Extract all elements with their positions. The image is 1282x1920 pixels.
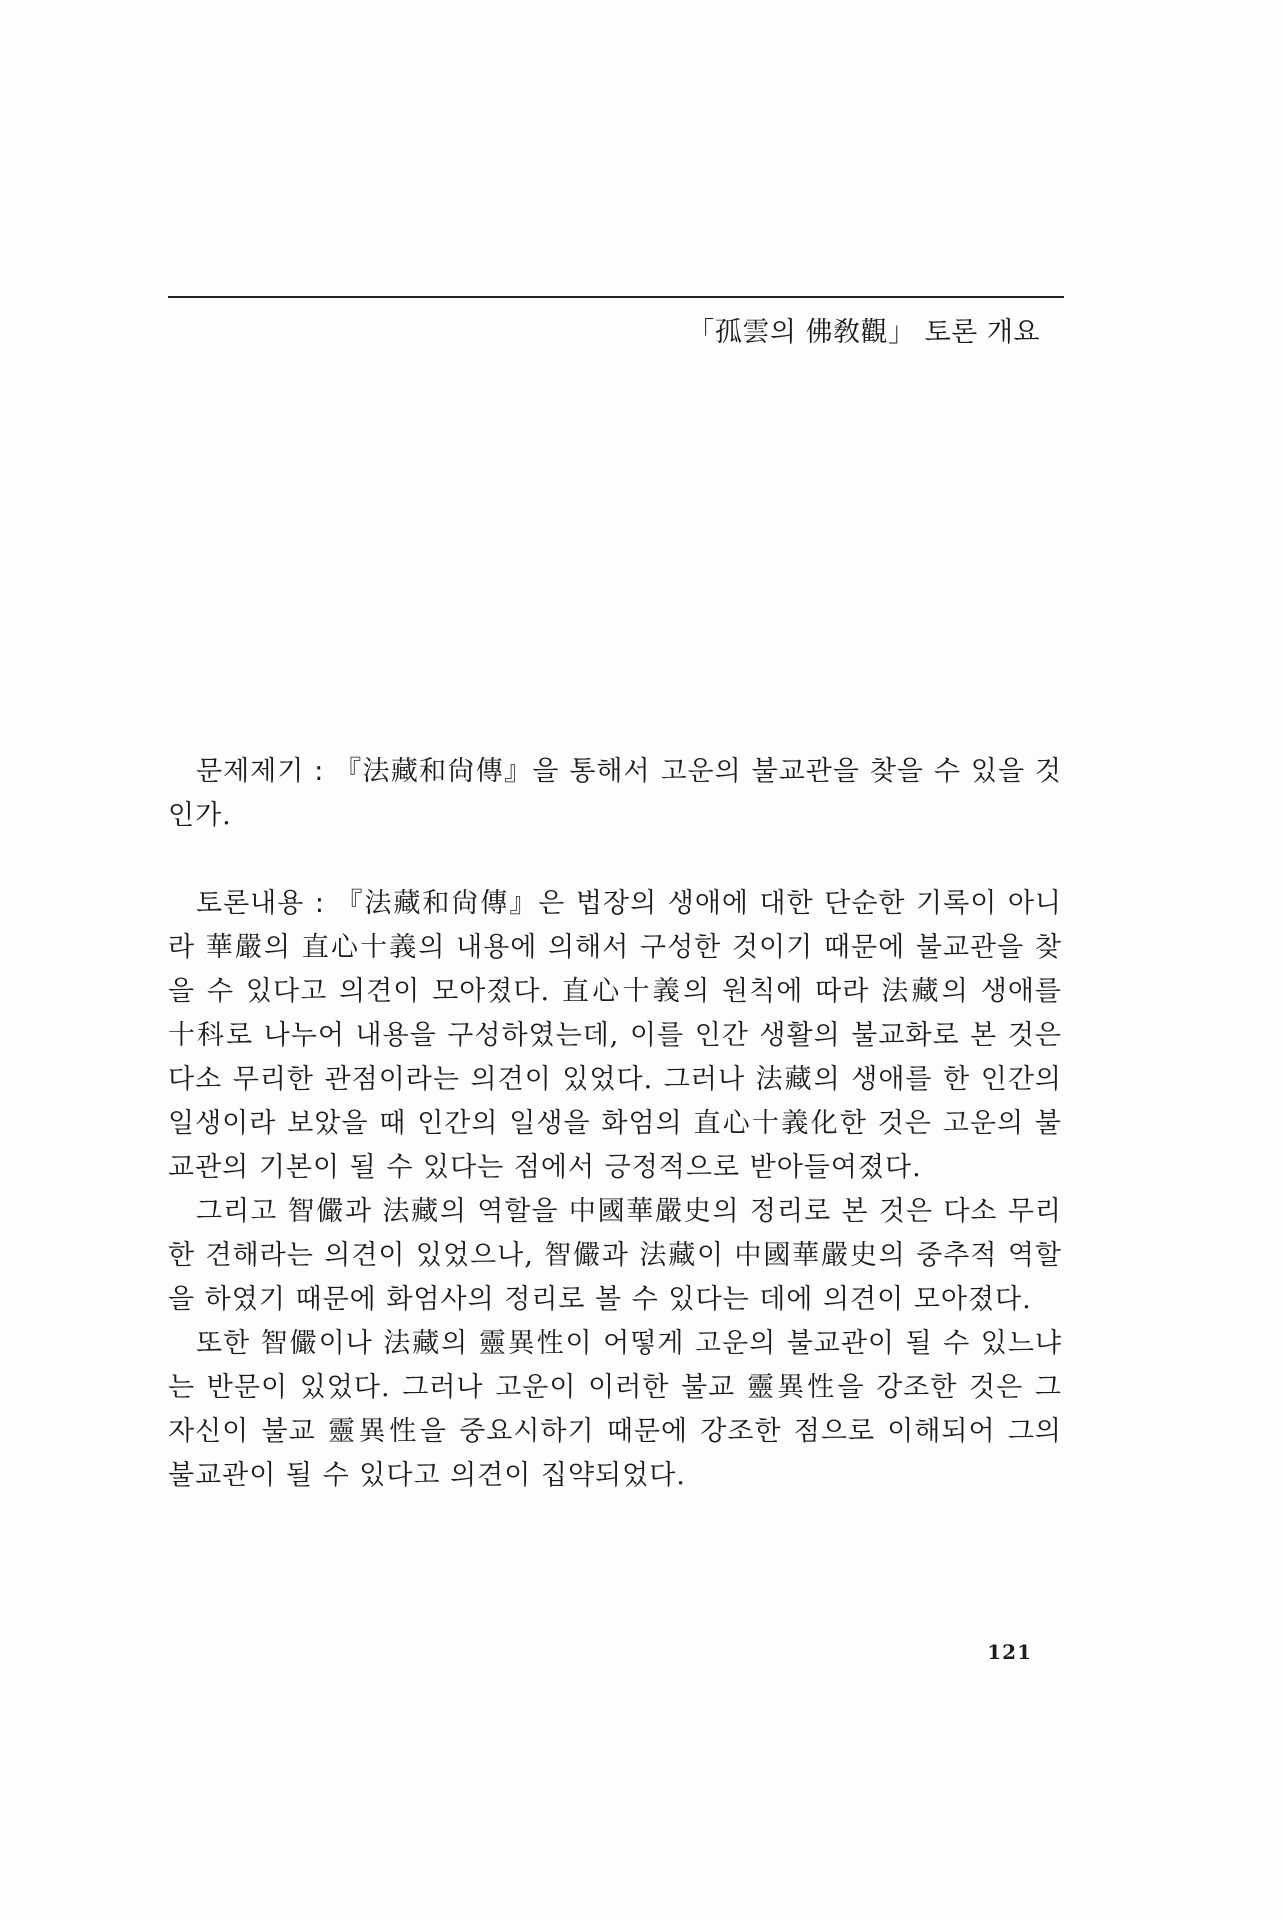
page-number: 121 xyxy=(987,1640,1032,1664)
problem-text: 『法藏和尙傳』을 통해서 고운의 불교관을 찾을 수 있을 것인가. xyxy=(168,756,1062,831)
discussion-label: 토론내용 : xyxy=(196,888,336,919)
paragraph-jiyan-fazang: 그리고 智儼과 法藏의 역할을 中國華嚴史의 정리로 본 것은 다소 무리한 견해라는 의견이 있었으나, 智儼과 法藏이 中國華嚴史의 중추적 역할을 하였기 때문에 화엄사의 정리로 볼 수 있다는 데에 의견이 모아졌다. xyxy=(168,1196,1062,1315)
discussion-text: 『法藏和尙傳』은 법장의 생애에 대한 단순한 기록이 아니라 華嚴의 直心十義의 내용에 의해서 구성한 것이기 때문에 불교관을 찾을 수 있다고 의견이 모아졌다. 直心十義의 원칙에 따라 法藏의 생애를 十科로 나누어 내용을 구성하였는데, 이를 인간 생활의 불교화로 본 것은 다소 무리한 관점이라는 의견이 있었다. 그러나 法藏의 생애를 한 인간의 일생이라 보았을 때 인간의 일생을 화엄의 直心十義化한 것은 고운의 불교관의 기본이 될 수 있다는 점에서 긍정적으로 받아들여졌다. xyxy=(168,888,1062,1183)
problem-label: 문제제기 : xyxy=(196,756,335,787)
body-text xyxy=(168,750,1062,1498)
header-rule xyxy=(168,296,1064,298)
paragraph-discussion xyxy=(168,882,1062,1190)
paragraph-spiritual-wonders: 또한 智儼이나 法藏의 靈異性이 어떻게 고운의 불교관이 될 수 있느냐는 반문이 있었다. 그러나 고운이 이러한 불교 靈異性을 강조한 것은 그 자신이 불교 靈異性을 중요시하기 때문에 강조한 점으로 이해되어 그의 불교관이 될 수 있다고 의견이 집약되었다. xyxy=(168,1328,1062,1491)
paragraph-problem xyxy=(168,750,1062,838)
running-head: 「孤雲의 佛敎觀」 토론 개요 xyxy=(687,317,1040,348)
